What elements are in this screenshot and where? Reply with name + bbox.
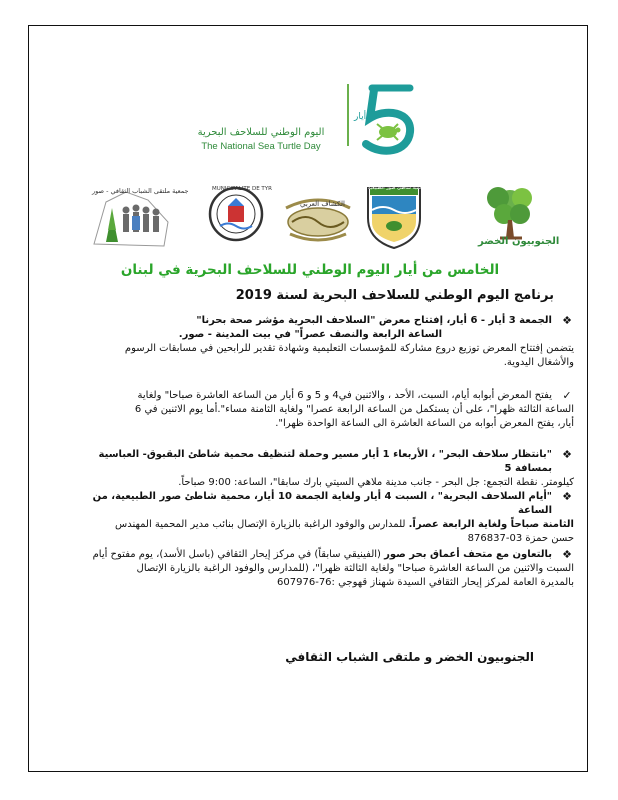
headline: الخامس من أيار اليوم الوطني للسلاحف البحرية في لبنان [120,262,500,278]
item-line: الساعة الثالثة ظهرا"، على أن يستكمل من الساعة الرابعة عصرا" ولغاية الثامنة مساء".أما يوم الاثنين في 6 [134,404,574,415]
tyre-reserve-caption: محمية شاطئ صور الطبيعية [368,185,426,191]
item-line: يفتح المعرض أبوابه أيام، السبت، الأحد ، والاثنين في4 و 5 و 6 أيار من الساعة العاشرة صباحا" ولغاية [137,390,552,401]
item-line-tail: للمدارس والوفود الراغبة بالزيارة الإتصال بنائب مدير المحمية المهندس [115,519,409,530]
item-line-tail: (الفينيقي سابقاً) في مركز إيحار الثقافي (باسل الأسد)، يوم مفتوح أيام [92,549,385,560]
program-item [70,490,574,546]
item-line-bold: بالتعاون مع متحف أعماق بحر صور [384,549,552,560]
logo-month: أيار [354,112,367,122]
scouts-emblem-logo-icon [276,182,360,252]
diamond-bullet-icon: ❖ [562,314,572,327]
item-line-bold: الثامنة صباحاً ولغاية الرابعة عصراً. [408,519,574,530]
diamond-bullet-icon: ❖ [562,548,572,561]
item-line: يتضمن إفتتاح المعرض توزيع دروع مشاركة للمؤسسات التعليمية وشهادة تقدير للرابحين في مسابقات الرسوم [124,343,574,354]
program-title: برنامج اليوم الوطني للسلاحف البحرية لسنة 2019 [235,288,554,303]
item-line: الجمعة 3 أيار - 6 أيار، إفتتاح معرض "السلاحف البحرية مؤشر صحة بحرنا" [196,315,552,326]
logo-text-block [186,127,336,152]
logo-arabic-title: اليوم الوطني للسلاحف البحرية [197,127,325,138]
scouts-caption: الكشاف العربي [300,200,345,208]
logo-english-title: The National Sea Turtle Day [201,141,321,152]
checkmark-bullet-icon: ✓ [562,389,572,402]
youth-cultural-forum-caption: جمعية ملتقى الشباب الثقافي - صور [92,187,189,195]
item-line: السبت والاثنين من الساعة العاشرة صباحا" ولغاية الثالثة ظهرا"، (للمدارس والوفود الراغبة بالزيارة الإتصال [136,563,574,574]
program-item [70,389,574,431]
item-line: "أيام السلاحف البحرية" ، السبت 4 أيار ولغاية الجمعة 10 أيار، محمية شاطئ صور الطبيعية، من الساعة [92,491,552,516]
aljanoubiyoun-caption: الجنوبيون الخضر [478,236,560,247]
item-line: والأشغال اليدوية. [503,357,574,368]
item-line: أيار، يفتح المعرض أبوابه من الساعة العاشرة الى الساعة الواحدة ظهرا". [275,418,574,429]
organizers-signature: الجنوبيون الخضر و ملتقى الشباب الثقافي [285,650,534,664]
program-item [70,548,574,590]
item-line: كيلومتر. نقطة التجمع: جل البحر - جانب مدينة ملاهي السيتي بارك سابقا"، الساعة: 9:00 صباحاً. [178,477,574,488]
item-line: حسن حمزة 03-876837 [467,533,574,544]
municipality-of-tyre-logo-icon [206,182,266,252]
item-line [70,548,552,562]
program-item [70,314,574,370]
diamond-bullet-icon: ❖ [562,490,572,503]
item-line [70,518,574,532]
item-line: الساعة الرابعة والنصف عصراً" في بيت المدينة - صور. [178,329,442,340]
item-line: "بانتظار سلاحف البحر" ، الأربعاء 1 أيار مسير وحملة لتنظيف محمية شاطئ البقبوق- العباسية بمسافة 5 [98,449,552,474]
municipality-caption: MUNICIPALITE DE TYR [212,186,272,192]
diamond-bullet-icon: ❖ [562,448,572,461]
item-line: بالمديرة العامة لمركز إيحار الثقافي السيدة شهناز قهوجي :76-607976 [277,577,574,588]
tyre-nature-reserve-logo-icon [362,182,426,252]
program-item [70,448,574,490]
